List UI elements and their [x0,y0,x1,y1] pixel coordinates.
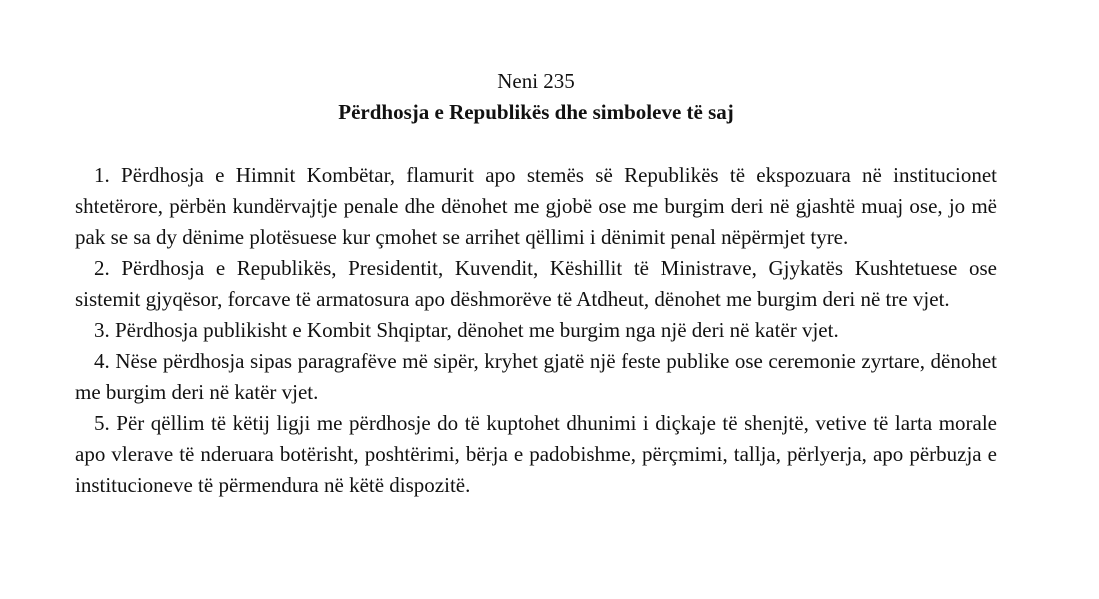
paragraph-4: 4. Nëse përdhosja sipas paragrafëve më sipër, kryhet gjatë një feste publike ose ceremonie zyrtare, dënohet me burgim deri në katër vjet. [75,349,997,404]
article-number: Neni 235 [497,69,575,93]
document-page [75,66,997,501]
paragraph-5: 5. Për qëllim të këtij ligji me përdhosje do të kuptohet dhunimi i diçkaje të shenjtë, vetive të larta morale apo vlerave të nderuara botërisht, poshtërimi, bërja e padobishme, përçmimi, tallja, përlyerja, apo përbuzja e institucioneve të përmendura në këtë dispozitë. [75,411,997,497]
paragraph-1: 1. Përdhosja e Himnit Kombëtar, flamurit apo stemës së Republikës të ekspozuara në institucionet shtetërore, përbën kundërvajtje penale dhe dënohet me gjobë ose me burgim deri në gjashtë muaj ose, jo më pak se sa dy dënime plotësuese kur çmohet se arrihet qëllimi i dënimit penal nëpërmjet tyre. [75,163,997,249]
paragraph-2: 2. Përdhosja e Republikës, Presidentit, Kuvendit, Këshillit të Ministrave, Gjykatës Kushtetuese ose sistemit gjyqësor, forcave të armatosura apo dëshmorëve të Atdheut, dënohet me burgim deri në tre vjet. [75,256,997,311]
paragraph-3: 3. Përdhosja publikisht e Kombit Shqiptar, dënohet me burgim nga një deri në katër vjet. [94,318,839,342]
article-title: Përdhosja e Republikës dhe simboleve të saj [338,100,734,124]
article-body [75,160,997,501]
